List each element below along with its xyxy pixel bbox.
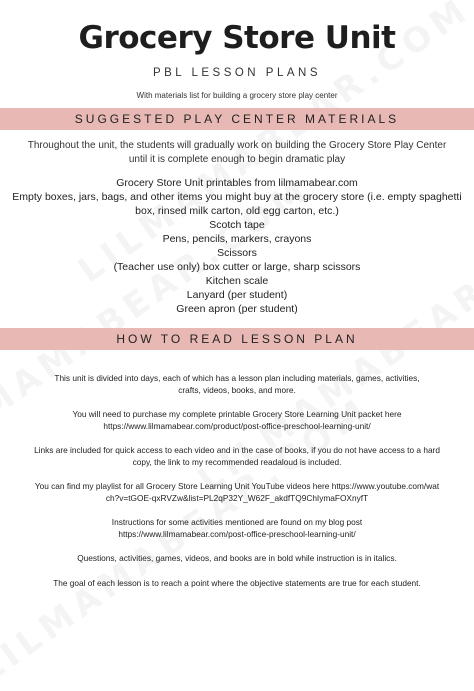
page-title: Grocery Store Unit (78, 20, 396, 56)
instruction-paragraph: This unit is divided into days, each of which has a lesson plan including materials, games, activities, crafts, videos, books, and more. (54, 373, 420, 395)
materials-intro: Throughout the unit, the students will gradually work on building the Grocery Store Play Center until it is complete enough to begin dramatic play (27, 140, 447, 165)
instruction-paragraph: Instructions for some activities mentioned are found on my blog post https://www.lilmamabear.com/post-office-preschool-learning-unit/ (111, 517, 363, 539)
instruction-paragraph: You can find my playlist for all Grocery Store Learning Unit YouTube videos here https://www.youtube.com/watch?v=tGOE-qxRVZw&list=PL2qP32Y_W62F_akdfTQ9ChIymaFOXnyfT (34, 481, 440, 503)
lesson-plan-instructions (14, 373, 460, 602)
page-subtitle: PBL LESSON PLANS (152, 67, 322, 79)
instruction-paragraph: Questions, activities, games, videos, and books are in bold while instruction is in italics. (77, 553, 397, 563)
instruction-paragraph: The goal of each lesson is to reach a point where the objective statements are true for each student. (53, 577, 421, 588)
materials-list (0, 176, 474, 316)
material-item: (Teacher use only) box cutter or large, sharp scissors (113, 261, 361, 273)
material-item: Lanyard (per student) (186, 289, 288, 301)
page-tagline: With materials list for building a grocery store play center (136, 91, 338, 100)
material-item: Empty boxes, jars, bags, and other items you might buy at the grocery store (i.e. empty spaghetti box, rinsed milk carton, old egg carton, etc.) (12, 191, 462, 217)
material-item: Pens, pencils, markers, crayons (162, 233, 312, 245)
material-item: Scotch tape (209, 219, 265, 231)
materials-heading: SUGGESTED PLAY CENTER MATERIALS (0, 108, 474, 130)
material-item: Green apron (per student) (176, 303, 298, 315)
instruction-paragraph: You will need to purchase my complete printable Grocery Store Learning Unit packet here https://www.lilmamabear.com/product/post-office-preschool-learning-unit/ (72, 409, 402, 431)
material-item: Kitchen scale (205, 275, 269, 287)
lesson-plan-heading: HOW TO READ LESSON PLAN (0, 328, 474, 350)
material-item: Grocery Store Unit printables from lilmamabear.com (116, 177, 358, 189)
instruction-paragraph: Links are included for quick access to each video and in the case of books, if you do not have access to a hard copy, the link to my recommended readaloud is included. (34, 445, 440, 467)
material-item: Scissors (217, 247, 257, 259)
